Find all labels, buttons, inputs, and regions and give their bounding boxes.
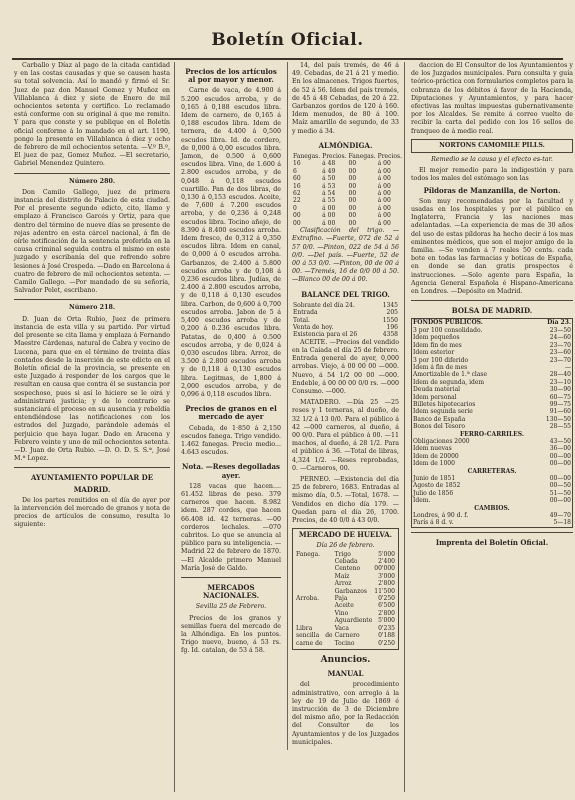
table-cell: Vino: [334, 609, 349, 617]
manual-heading: MANUAL: [327, 669, 364, 679]
table-cell: Idem á fin de mes: [413, 363, 468, 371]
table-row: [292, 205, 403, 212]
nortons-box: [411, 139, 573, 153]
table-cell: 5—18: [553, 519, 571, 527]
table-cell: Idem personal: [413, 393, 457, 401]
balance-heading: BALANCE DEL TRIGO.: [301, 289, 390, 299]
table-cell: 00: [348, 160, 357, 168]
table-cell: á 00: [377, 175, 391, 183]
page-title: Boletín Oficial.: [211, 30, 364, 50]
table-row: [292, 160, 403, 167]
manual-continuation: daccion de El Consultor de los Ayuntamientos y de los Juzgados municipales. Para consulta y guía teórico-práctica con formularios completos para la cobranza de los débitos á favor de la Hacienda, Diputaciones y Ayuntamientos, y para hacer efectivas las multas impuestas gubernativamente por los Alcaldes. Se remite á correo vuelto de recibir la carta del pedido con los 16 sellos de franqueo de á medio real.: [411, 62, 573, 135]
table-cell: 62: [293, 190, 301, 198]
table-cell: —: [565, 363, 571, 371]
table-row: [412, 379, 573, 386]
divider: [411, 532, 573, 533]
divider: [411, 300, 573, 301]
table-cell: Paja: [334, 595, 348, 603]
table-cell: 2'800: [378, 580, 395, 588]
wheat-classification: Clasificación del trigo. —Extrafino. —Fuerte, 072 de 52 á 57 0/0. —Pinton, 022 de 54 á 56 0/0. —Del país. —Fuerte, 52 de 00 á 53 0/0. —Pinton, 00 de 00 á 00. —Tremés, 16 de 0/0 00 á 50. —Blanco 00 de 00 á 00.: [292, 227, 399, 284]
slaughterhouse-report: MATADERO. —Día 25 —25 reses y 1 terneras, al dueño, de 32 1/2 á 13 0/0. Para el público á 42 —000 carneros, al dueño, á 00 0/0. Para el público á 00. —11 machos, al dueño, á 28 1/2. Para el público á 36. —Total de libras, 4,324 1/2. —Reses reprobadas, 0. —Carneros, 00.: [292, 399, 399, 472]
printer-imprint: Imprenta del Boletín Oficial.: [435, 537, 549, 547]
table-cell: á 00: [377, 219, 391, 227]
table-row: [412, 482, 573, 489]
table-header: Día 23.: [547, 319, 571, 327]
table-cell: Banco de España: [413, 415, 466, 423]
table-row: [412, 453, 573, 460]
table-cell: 0'250: [378, 639, 395, 647]
column-left: [14, 62, 170, 792]
notice-number: Número 280.: [68, 177, 116, 185]
table-cell: Aguardiente: [334, 617, 373, 625]
table-cell: 0'235: [378, 624, 395, 632]
table-cell: 23—60: [549, 349, 571, 357]
table-cell: 23—70: [549, 356, 571, 364]
table-cell: 23—50: [549, 326, 571, 334]
table-cell: á 00: [377, 160, 391, 168]
table-cell: 00: [293, 212, 301, 220]
table-cell: 00—50: [549, 482, 571, 490]
table-row: [292, 324, 399, 331]
table-cell: Carnero: [334, 632, 360, 640]
table-cell: á 49: [322, 167, 336, 175]
table-cell: á 00: [322, 204, 336, 212]
table-cell: 36—00: [549, 445, 571, 453]
table-cell: á 00: [377, 197, 391, 205]
table-row: [412, 349, 573, 356]
table-cell: 6'500: [378, 602, 395, 610]
divider: [181, 577, 281, 578]
stock-report: PERNEO. —Existencia del día 25 de febrero, 1683. Entradas al mismo día, 0.5. —Total, 1678. —Vendidos en dicho día 179. —Quedan para el día 26, 1700. Precios, de 40 0/0 á 43 0/0.: [292, 476, 399, 525]
table-header: Precios.: [322, 153, 347, 161]
oil-prices: ACEITE. —Precios del vendido en la Caíada el día 25 de febrero. Entrada general de ayer, 0,000 arrobas. Viejo, á 00 00 00 —000. Nuevo, á 54 1/2 00 00 —000. Endeble, á 00 00 00 0/0 rs. —000 Consumo. —000.: [292, 338, 399, 395]
nortons-body-2: Son muy recomendadas por la facultad y usadas en los hospitales y por el público en Inglaterra, Francia y las naciones mas adelantadas. —La experiencia de mas de 30 años del uso de estas píldoras ha hecho decir á los mas eminentes médicos, que son el mejor amigo de la familia. —Se venden á 7 reales 50 cents. cada bote en todas las farmacias y boticas de España, en donde se dan gratis prospectos é instrucciones. —Solo agente para España, la Agencia General Española é Hispano-Americana en Londres. —Depósito en Madrid.: [411, 197, 573, 296]
table-cell: 60—75: [549, 393, 571, 401]
manual-body: del procedimiento administrativo, con arreglo á la ley de 19 de Julio de 1869 é instrucción de 3 de Diciembre del mismo año, por la Redacción del Consultor de los Ayuntamientos y de los Juzgados municipales.: [292, 681, 399, 746]
table-cell: Deuda material: [413, 386, 461, 394]
grain-heading: Precios de granos en el mercado de ayer: [185, 404, 277, 422]
table-row: [295, 595, 396, 602]
nortons-title: NORTONS CAMOMILE PILLS.: [439, 141, 545, 149]
prices-body: Carne de vaca, de 4.900 á 5.200 escudos arroba, y de 0,165 á 0,188 escudos libra. Idem de carnero, de 0,165 á 0,188 escudos libra. Idem de ternera, de 4.400 á 0,500 escudos libra. Id. de cordero, de 0,000 á 0,00 escudos libra. Jamon, de 0.500 á 0,600 escudos libra. Vino, de 1.600 á 2.800 escudos arroba, y de 0,048 á 0,118 escudos cuartillo. Pan de dos libras, de 0,130 á 0,153 escudos. Aceite, de 7,600 á 7.200 escudos arroba, y de 0,236 á 0,248 escudos libra. Tocino añejo, de 8.390 á 8.400 escudos arroba. Idem fresco, de 0,312 á 0,350 escudos libra. Idem en canal, de 0,000 á 0 escudos arroba. Garbanzos, de 2.400 á 5.800 escudos arroba y de 0,108 á 0,236 escudos libra. Judías, de 2.400 á 2.800 escudos arroba, y de 0,118 á 0,130 escudos libra. Carbon, de 0,600 á 0,700 escudos arroba. Jabon de 5 á 5,400 escudos arroba y de 0,200 á 0.236 escudos libra. Patatas, de 0,400 á 0.500 escudos arroba, y de 0,024 á 0,030 escudos libra. Arroz, de 3.500 á 2.800 escudos arroba y de 0,118 á 0,130 escudos libra. Legitmas, de 1,800 á 2,000 escudos arroba, y de 0,096 á 0,118 escudos libra.: [181, 87, 281, 398]
table-row: [412, 438, 573, 445]
table-cell: 0'250: [378, 595, 395, 603]
table-cell: 3 por 100 consolidado.: [413, 326, 483, 334]
column-right: [404, 62, 573, 792]
table-cell: Arroz: [334, 580, 352, 588]
page-header: [12, 24, 563, 60]
table-cell: Idem segunda serie: [413, 408, 473, 416]
table-cell: Idem esterior: [413, 349, 455, 357]
table-cell: á 00: [377, 167, 391, 175]
table-cell: 00—00: [549, 475, 571, 483]
table-header: FONDOS PÚBLICOS.: [413, 319, 483, 327]
table-cell: 5'000: [378, 550, 395, 558]
table-cell: á 00: [322, 219, 336, 227]
prices-heading: Precios de los artículos al por mayor y menor.: [185, 67, 277, 85]
section-body: De los partes remitidos en el día de ayer por la intervención del mercado de granos y nota de precios de artículos de consumo, resulta lo siguiente:: [14, 496, 170, 529]
subsection-heading: FERRO-CARRILES.: [460, 430, 524, 438]
table-cell: 16: [293, 160, 301, 168]
table-row: [412, 342, 573, 349]
table-header: Fanegas.: [293, 153, 321, 161]
notice-number: Número 218.: [68, 304, 116, 312]
table-cell: Sobrante del día 24.: [293, 301, 355, 309]
subsection-heading: CAMBIOS.: [474, 504, 510, 512]
table-row: [292, 175, 403, 182]
table-row: [292, 212, 403, 219]
table-cell: Cebada: [334, 558, 358, 566]
table-cell: 1550: [382, 316, 398, 324]
grain-body: Cebada, de 1·850 á 2,150 escudos fanega. Trigo vendido. 1.462 fanegas. Precio medio... 4.643 escudos.: [181, 424, 281, 457]
table-cell: Tocino: [334, 639, 355, 647]
table-cell: 2'800: [378, 609, 395, 617]
table-header: Precios.: [377, 153, 402, 161]
table-cell: Idem pequeños: [413, 334, 460, 342]
table-row: [412, 512, 573, 519]
bolsa-heading: BOLSA DE MADRID.: [451, 306, 533, 316]
market-continuation: 14, del país tremés, de 46 á 49. Cebadas, de 21 á 21 y medio. En los almacenes. Trigos fuertes, de 52 á 56. Idem del país tremés, de 45 á 48 Cebadas, de 20 á 22. Garbanzos gordos de 120 á 160. Idem menudos, de 80 á 100. Maíz amarillo de segundo, de 33 y medio á 34.: [292, 62, 399, 135]
table-cell: Idem fin de mes: [413, 341, 462, 349]
table-row: [292, 197, 403, 204]
column-middle: [174, 62, 402, 792]
table-cell: 60: [293, 175, 301, 183]
table-cell: Idem nuevas: [413, 445, 452, 453]
table-cell: 4358: [382, 331, 398, 339]
huelva-date: Día 26 de febrero.: [316, 542, 375, 550]
table-cell: París á 8 d. v.: [413, 519, 454, 527]
table-row: [292, 168, 403, 175]
national-markets-heading: MERCADOS NACIONALES.: [202, 582, 260, 601]
almondiga-heading: ALMÓNDIGA.: [318, 140, 373, 150]
nortons-body: El mejor remedio para la indigestión y para todos los males del estómago son las: [411, 167, 573, 183]
table-cell: 24—60: [549, 334, 571, 342]
edict-body: Don Camilo Gallego, juez de primera instancia del distrito de Palacio de esta ciudad. Por el presente segundo edicto, cito, llamo y emplazo á Francisco Garcés y Ortiz, para que dentro del término de nueve días se presente de rejas adentro en esta cárcel nacional, á fin de oírle notificación de la sentencia proferida en la causa criminal seguida contra el mismo en este juzgado y escribanía del que refrendo sobre lesiones á José Crespeda. —Dado en Barcelona á cuatro de febrero de mil ochocientos setenta. —Camilo Gallego. —Por mandado de su señoría, Salvador Pelet, escribano.: [14, 188, 170, 295]
table-cell: 0'188: [378, 632, 395, 640]
table-cell: 16: [293, 182, 301, 190]
table-header: Fanegas.: [348, 153, 376, 161]
table-cell: Idem de 1000: [413, 460, 455, 468]
table-row: [412, 519, 573, 527]
edict-body: D. Juan de Orta Rubio, Juez de primera instancia de esta villa y su partido. Por virtud del presente se cita llama y emplaza á Fernando Maestre Cárdenas, natural de Cabra y vecino de Lucena, para que en el término de treinta días contados desde la inserción de este edicto en el Boletín oficial de la provincia, se presente en este Juzgado á responder de los cargos que le resultan en causa que contra él se sustancia por sospechoso, pues si así lo hiciere se le oirá y administrará justicia; y de lo contrario se sustanciará el proceso en su ausencia y rebeldía entendiéndose las notificaciones con los estrados del Juzgado, parándole además el perjuicio que haya lugar. Dado en Aracena y Febrero veinte y uno de mil ochocientos setenta. —D. Juan de Orta Rubio. —D. O. D. S. S.ª, José M.ª Lopez.: [14, 315, 170, 463]
table-row: [292, 302, 399, 309]
edict-continuation: Carballo y Díaz al pago de la citada cantidad y en las costas causadas y que se causen hasta su total solvencia. Así lo mandó y firmó el Sr. Juez de paz don Manuel Gomez y Muñoz en Villablanca á diez y siete de Enero de mil ochocientos setenta y certifico. Lo reclamado está conforme con su original á que me remito. Y para que conste y se publique en el Boletín oficial conforme á lo mandado en el art. 1190, pongo la presente en Villablanca á diez y ocho de febrero de mil ochocientos setenta. —V.º B.º, El juez de paz, Gomez Muñoz. —El secretario, Gabriel Menendez Quintero.: [14, 62, 170, 168]
table-cell: á 48: [322, 160, 336, 168]
table-cell: 00: [348, 182, 357, 190]
huelva-market-box: [292, 528, 399, 650]
table-cell: 2'400: [378, 558, 395, 566]
table-cell: á 00: [322, 212, 336, 220]
table-cell: 00—00: [549, 452, 571, 460]
table-cell: á 00: [377, 204, 391, 212]
table-cell: 00: [348, 197, 357, 205]
table-cell: á 55: [322, 197, 336, 205]
subcolumn-markets: [287, 62, 402, 750]
table-cell: Idem de segunda, idem: [413, 378, 485, 386]
table-row: [412, 490, 573, 497]
table-row: [295, 625, 396, 632]
table-cell: Londres, á 90 d. f.: [413, 512, 469, 520]
table-row: [412, 416, 573, 423]
market-body: Precios de los granos y semillas fuera del mercado de la Alhóndiga. En los puntos. Trigo nuevo, bueno, á 53 rs. fg. Id. catalan, de 53 á 58.: [181, 614, 281, 655]
table-row: [412, 475, 573, 482]
table-row: [292, 309, 399, 316]
nortons-subtitle: Remedio se la causa y el efecto es-tar.: [431, 156, 553, 164]
table-cell: á 50: [322, 175, 336, 183]
table-cell: Existencia para el 26: [293, 331, 358, 339]
table-row: [412, 334, 573, 341]
table-cell: Billetes hipotecarios: [413, 400, 476, 408]
table-cell: 30—90: [549, 386, 571, 394]
pildoras-name: Píldoras de Manzanilla, de Norton.: [423, 185, 561, 195]
table-cell: 00: [348, 175, 357, 183]
table-cell: Vaca: [334, 624, 349, 632]
balance-table: [292, 302, 399, 339]
table-row: [412, 401, 573, 408]
table-row: [292, 190, 403, 197]
table-cell: Obligaciones 2000: [413, 437, 470, 445]
table-cell: 00: [348, 204, 357, 212]
table-cell: Idem de 20000: [413, 452, 459, 460]
table-cell: 91—60: [549, 408, 571, 416]
table-row: [292, 220, 403, 227]
table-cell: 99—75: [549, 400, 571, 408]
table-cell: 3 por 100 diferido: [413, 356, 469, 364]
almondiga-table: [292, 153, 403, 227]
announcements-heading: Anuncios.: [320, 654, 371, 665]
table-row: [412, 371, 573, 378]
table-cell: á 00: [377, 190, 391, 198]
table-cell: 0: [293, 204, 297, 212]
table-row: [412, 408, 573, 415]
table-cell: Aceite: [334, 602, 354, 610]
table-cell: 43—50: [549, 437, 571, 445]
table-row: [412, 386, 573, 393]
huelva-heading: MERCADO DE HUELVA.: [298, 530, 393, 540]
table-cell: Trigo: [334, 550, 351, 558]
divider: [14, 173, 170, 174]
table-cell: 00—00: [549, 497, 571, 505]
table-cell: 49—70: [549, 512, 571, 520]
table-cell: Total.: [293, 316, 310, 324]
table-row: [412, 497, 573, 504]
table-cell: 00: [293, 219, 301, 227]
table-cell: 22: [293, 197, 301, 205]
table-cell: 28—55: [549, 423, 571, 431]
table-row: [412, 394, 573, 401]
table-row: [292, 331, 399, 338]
table-cell: 51—50: [549, 489, 571, 497]
table-cell: 00'000: [374, 565, 395, 573]
table-cell: 00: [348, 219, 357, 227]
table-cell: Junio de 1851: [413, 475, 456, 483]
unit-label: Arroba.: [296, 595, 320, 603]
table-cell: Venta de hoy.: [293, 323, 334, 331]
table-cell: á 54: [322, 190, 336, 198]
table-row: [412, 445, 573, 452]
table-cell: 23—70: [549, 341, 571, 349]
bolsa-table: [411, 318, 573, 527]
table-row: [292, 183, 403, 190]
table-cell: 6: [293, 167, 297, 175]
subsection-heading: CARRETERAS.: [467, 467, 517, 475]
table-cell: 00: [348, 167, 357, 175]
slaughter-body: 128 vacas que hacen.... 61.452 libras de peso. 379 carneros que hacen. 8.982 idem. 287 cordes, que hacen 66.408 id. 42 terneras. —00 corderos lechales. —070 cabritos. Lo que se anuncia al público para su inteligencia. —Madrid 22 de febrero de 1870. —El Alcalde primero Manuel María José de Galdo.: [181, 482, 281, 572]
table-cell: 205: [386, 309, 398, 317]
table-row: [412, 327, 573, 334]
table-cell: Maíz: [334, 572, 350, 580]
table-cell: 00: [348, 190, 357, 198]
table-cell: 28—40: [549, 371, 571, 379]
table-cell: 196: [386, 323, 398, 331]
huelva-table: [295, 551, 396, 647]
table-row: [292, 317, 399, 324]
section-subheading: MADRID.: [73, 484, 111, 494]
table-cell: 3'000: [378, 572, 395, 580]
table-cell: Idem.: [413, 497, 431, 505]
table-cell: 00—00: [549, 460, 571, 468]
table-cell: Julio de 1856: [413, 489, 454, 497]
divider: [14, 467, 170, 468]
unit-label: Libra sencilla de carne de: [296, 624, 333, 647]
table-cell: 130—50: [545, 415, 571, 423]
table-row: [412, 364, 573, 371]
table-cell: Centeno: [334, 565, 361, 573]
table-cell: 00: [348, 212, 357, 220]
table-cell: 11'500: [374, 587, 395, 595]
table-cell: Agosto de 1852: [413, 482, 461, 490]
table-row: [412, 460, 573, 467]
table-cell: Entrada: [293, 309, 318, 317]
table-row: [412, 423, 573, 430]
table-row: [295, 551, 396, 558]
table-cell: á 00: [377, 212, 391, 220]
divider: [14, 299, 170, 300]
table-cell: á 00: [377, 182, 391, 190]
unit-label: Fanega.: [296, 550, 321, 558]
table-cell: 1345: [382, 301, 398, 309]
table-cell: 23—10: [549, 378, 571, 386]
table-cell: Amortizable de 1.ª clase: [413, 371, 488, 379]
subcolumn-prices: [181, 62, 281, 750]
table-row: [412, 357, 573, 364]
table-cell: 5'000: [378, 617, 395, 625]
section-heading: AYUNTAMIENTO POPULAR DE: [30, 473, 154, 483]
table-cell: Bonos del Tesoro: [413, 423, 465, 431]
table-cell: Garbanzos: [334, 587, 367, 595]
table-cell: á 53: [322, 182, 336, 190]
market-date: Sevilla 25 de Febrero.: [195, 603, 267, 611]
slaughter-heading: Nota. —Reses degolladas ayer.: [182, 462, 280, 480]
